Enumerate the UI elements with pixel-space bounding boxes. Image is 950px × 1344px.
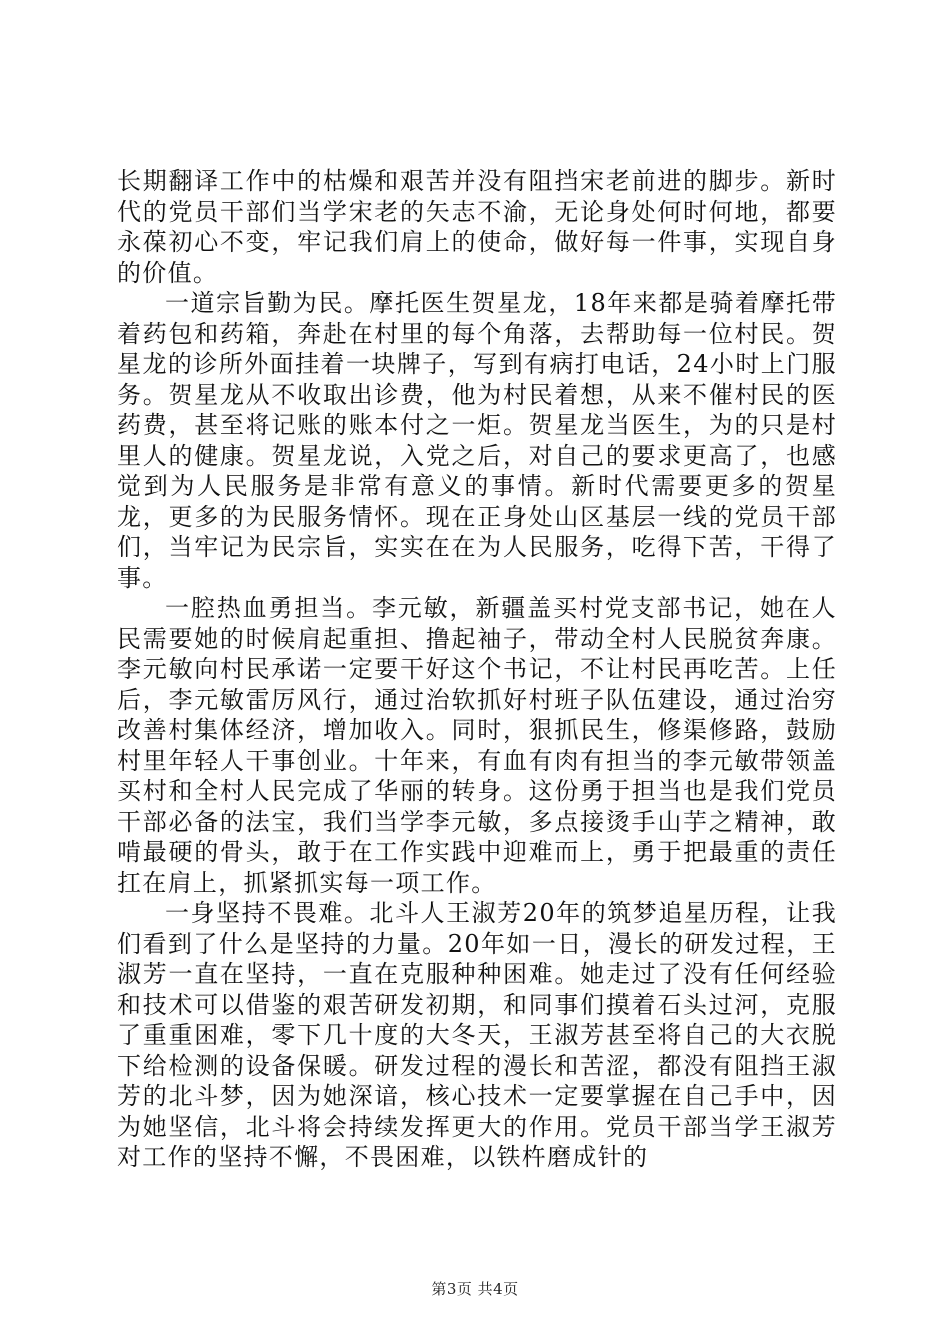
document-body [117,166,837,1173]
page-number-footer: 第3页 共4页 [431,1280,519,1298]
paragraph-persistence: 一身坚持不畏难。北斗人王淑芳20年的筑梦追星历程，让我们看到了什么是坚持的力量。20年如一日，漫长的研发过程，王淑芳一直在坚持，一直在克服种种困难。她走过了没有任何经验和技术可以借鉴的艰苦研发初期，和同事们摸着石头过河，克服了重重困难，零下几十度的大冬天，王淑芳甚至将自己的大衣脱下给检测的设备保暖。研发过程的漫长和苦涩，都没有阻挡王淑芳的北斗梦，因为她深谙，核心技术一定要掌握在自己手中，因为她坚信，北斗将会持续发挥更大的作用。党员干部当学王淑芳对工作的坚持不懈，不畏困难，以铁杵磨成针的 [117,899,837,1171]
paragraph-dedication: 一道宗旨勤为民。摩托医生贺星龙，18年来都是骑着摩托带着药包和药箱，奔赴在村里的每个角落，去帮助每一位村民。贺星龙的诊所外面挂着一块牌子，写到有病打电话，24小时上门服务。贺星龙从不收取出诊费，他为村民着想，从来不催村民的医药费，甚至将记账的账本付之一炬。贺星龙当医生，为的只是村里人的健康。贺星龙说，入党之后，对自己的要求更高了，也感觉到为人民服务是非常有意义的事情。新时代需要更多的贺星龙，更多的为民服务情怀。现在正身处山区基层一线的党员干部们，当牢记为民宗旨，实实在在为人民服务，吃得下苦，干得了事。 [117,289,837,592]
paragraph-continuation: 长期翻译工作中的枯燥和艰苦并没有阻挡宋老前进的脚步。新时代的党员干部们当学宋老的矢志不渝，无论身处何时何地，都要永葆初心不变，牢记我们肩上的使命，做好每一件事，实现自身的价值。 [117,167,837,287]
paragraph-responsibility: 一腔热血勇担当。李元敏，新疆盖买村党支部书记，她在人民需要她的时候肩起重担、撸起袖子，带动全村人民脱贫奔康。李元敏向村民承诺一定要干好这个书记，不让村民再吃苦。上任后，李元敏雷厉风行，通过治软抓好村班子队伍建设，通过治穷改善村集体经济，增加收入。同时，狠抓民生，修渠修路，鼓励村里年轻人干事创业。十年来，有血有肉有担当的李元敏带领盖买村和全村人民完成了华丽的转身。这份勇于担当也是我们党员干部必备的法宝，我们当学李元敏，多点接烫手山芋之精神，敢啃最硬的骨头，敢于在工作实践中迎难而上，勇于把最重的责任扛在肩上，抓紧抓实每一项工作。 [117,594,837,897]
